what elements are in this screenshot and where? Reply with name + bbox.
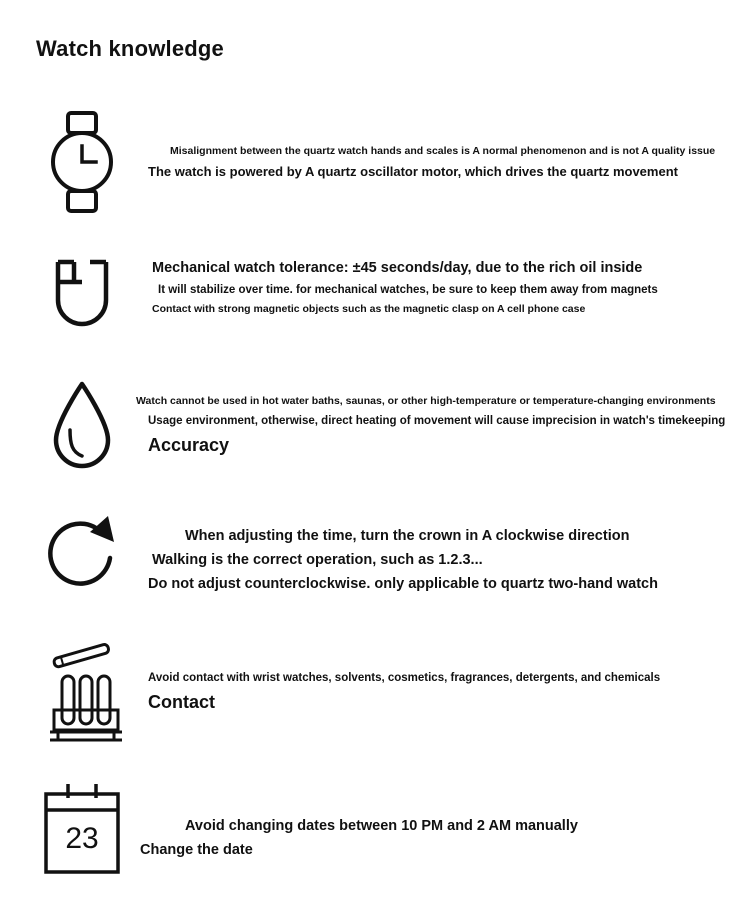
- svg-text:23: 23: [65, 822, 99, 855]
- page-title: Watch knowledge: [36, 36, 224, 61]
- chemicals-text-block: [140, 668, 740, 716]
- text-line: Walking is the correct operation, such as 1.2.3...: [152, 552, 483, 568]
- test-tubes-icon: [36, 640, 128, 752]
- water-drop-icon: [36, 378, 128, 480]
- text-line: Misalignment between the quartz watch hands and scales is A normal phenomenon and is not A quality issue: [170, 145, 716, 157]
- text-line: It will stabilize over time. for mechanical watches, be sure to keep them away from magnets: [158, 284, 658, 296]
- text-line: When adjusting the time, turn the crown in A clockwise direction: [185, 528, 630, 544]
- text-line: Avoid contact with wrist watches, solvents, cosmetics, fragrances, detergents, and chemicals: [148, 672, 661, 684]
- calendar-icon: [36, 780, 128, 884]
- crown-text-block: [140, 524, 740, 596]
- date-text-block: [140, 814, 740, 862]
- text-line: Contact: [148, 692, 215, 712]
- quartz-text-block: [140, 142, 740, 183]
- text-line: Contact with strong magnetic objects such as the magnetic clasp on A cell phone case: [152, 303, 586, 315]
- text-line: Mechanical watch tolerance: ±45 seconds/day, due to the rich oil inside: [152, 260, 643, 276]
- text-line: Watch cannot be used in hot water baths, saunas, or other high-temperature or temperature-changing environments: [136, 395, 716, 407]
- clockwise-arrow-icon: [36, 510, 128, 612]
- text-line: Accuracy: [148, 435, 230, 455]
- magnet-icon: [36, 248, 128, 344]
- text-line: Change the date: [140, 842, 253, 858]
- text-line: Do not adjust counterclockwise. only applicable to quartz two-hand watch: [148, 576, 658, 592]
- water-text-block: [136, 392, 740, 459]
- watch-icon: [36, 108, 128, 216]
- text-line: Usage environment, otherwise, direct heating of movement will cause imprecision in watch's timekeeping: [148, 415, 726, 427]
- text-line: The watch is powered by A quartz oscillator motor, which drives the quartz movement: [148, 164, 678, 179]
- text-line: Avoid changing dates between 10 PM and 2 AM manually: [185, 818, 578, 834]
- magnet-text-block: [140, 256, 740, 319]
